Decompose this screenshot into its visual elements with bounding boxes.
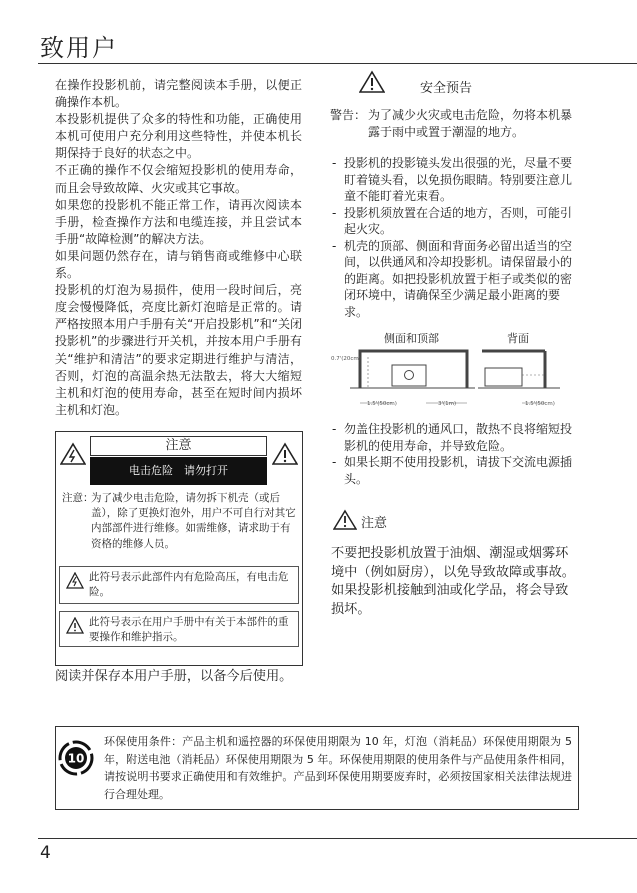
- safety-bullets-2: [330, 421, 575, 487]
- safety-bullet: - 如果长期不使用投影机，请拔下交流电源插头。: [330, 454, 575, 487]
- shock-hazard-bar: 电击危险 请勿打开: [90, 457, 267, 485]
- footer-divider: [38, 838, 637, 839]
- notice-caution-label: 注意：: [62, 492, 94, 504]
- environment-text: 环保使用条件：产品主机和遥控器的环保使用期限为 10 年，灯泡（消耗品）环保使用期限为 5 年，附送电池（消耗品）环保使用期限为 5 年。环保使用期限的使用条件与产品使用条件相同，请按说明书要求正确使用和有效维护。产品到环保使用期要废弃时，必须按国家相关法律法规进行合理处理。: [104, 735, 572, 802]
- notice-caution: [62, 491, 296, 552]
- eco-period-number: 10: [67, 751, 85, 766]
- dim-left-label: 1.5'(50cm): [367, 401, 397, 407]
- lightning-triangle-icon: [66, 572, 84, 589]
- warning-label: 警告：: [330, 108, 367, 122]
- caution-label: 注意: [361, 516, 388, 531]
- warning-text: 为了减少火灾或电击危险，勿将本机暴露于雨中或置于潮湿的地方。: [368, 108, 573, 139]
- intro-paragraph: 如果您的投影机不能正常工作，请再次阅读本手册，检查操作方法和电缆连接，并且尝试本手册“故障检测”的解决方法。: [55, 197, 302, 246]
- safety-bullet: - 投影机须放置在合适的地方，否则，可能引起火灾。: [330, 205, 575, 238]
- safety-title: 安全预告: [420, 81, 473, 96]
- safety-bullet: - 机壳的顶部、侧面和背面务必留出适当的空间，以供通风和冷却投影机。请保留最小的的距离。如把投影机放置于柜子或类似的密闭环境中，请确保至少满足最小距离的要求。: [330, 238, 575, 321]
- notice-title: 注意: [90, 436, 267, 456]
- dim-right-label: 1.5'(50cm): [525, 401, 555, 407]
- read-and-keep-note: 阅读并保存本用户手册，以备今后使用。: [55, 669, 293, 684]
- page-title: 致用户: [40, 34, 118, 62]
- intro-section: [55, 77, 302, 419]
- intro-paragraph: 投影机的灯泡为易损件，使用一段时间后，亮度会慢慢降低，亮度比新灯泡暗是正常的。请严格按照本用户手册有关“开启投影机”和“关闭投影机”的步骤进行开关机，并按本用户手册有关“维护和清洁”的要求定期进行维护与清洁，否则，灯泡的高温余热无法散去，将大大缩短主机和灯泡的使用寿命，甚至在短时间内损坏主机和灯泡。: [55, 283, 302, 417]
- exclamation-triangle-icon: [66, 617, 84, 634]
- caution-text: 不要把投影机放置于油烟、潮湿或烟雾环境中（例如厨房），以免导致故障或事故。如果投影机接触到油或化学品，将会导致损坏。: [331, 546, 575, 617]
- safety-bullet: - 投影机的投影镜头发出很强的光，尽量不要盯着镜头看，以免损伤眼睛。特别要注意儿童不能盯着光束看。: [330, 155, 575, 205]
- page-number: 4: [40, 843, 51, 863]
- safety-warning-icon: [359, 70, 385, 94]
- manual-symbol-text: 此符号表示在用户手册中有关于本部件的重要操作和维护指示。: [89, 616, 289, 643]
- manual-symbol-box: [59, 611, 299, 647]
- lightning-warning-icon: [60, 442, 86, 466]
- eco-period-icon: [58, 740, 94, 776]
- intro-paragraph: 不正确的操作不仅会缩短投影机的使用寿命，而且会导致故障、火灾或其它事故。: [55, 163, 302, 195]
- header-divider: [38, 63, 637, 64]
- dim-top-label: 0.7'(20cm): [331, 356, 361, 362]
- voltage-symbol-box: [59, 566, 299, 604]
- intro-paragraph: 本投影机提供了众多的特性和功能，正确使用本机可使用户充分利用这些特性，并使本机长期保持于良好的状态之中。: [55, 112, 302, 161]
- diagram-label-back: 背面: [507, 332, 529, 345]
- safety-bullets: [330, 155, 575, 320]
- voltage-symbol-text: 此符号表示此部件内有危险高压，有电击危险。: [89, 571, 289, 598]
- safety-bullet: - 勿盖住投影机的通风口，散热不良将缩短投影机的使用寿命，并导致危险。: [330, 421, 575, 454]
- notice-caution-text: 为了减少电击危险，请勿拆下机壳（或后盖），除了更换灯泡外，用户不可自行对其它内部部件进行维修。如需维修，请求助于有资格的维修人员。: [91, 492, 296, 550]
- dim-front-label: 3'(1m): [438, 401, 457, 407]
- exclamation-warning-icon: [272, 442, 298, 466]
- intro-paragraph: 在操作投影机前，请完整阅读本手册，以便正确操作本机。: [55, 78, 302, 110]
- diagram-label-side-top: 侧面和顶部: [384, 332, 439, 345]
- intro-paragraph: 如果问题仍然存在，请与销售商或维修中心联系。: [55, 248, 302, 281]
- warning-block: [330, 107, 575, 140]
- caution-icon: [333, 509, 357, 531]
